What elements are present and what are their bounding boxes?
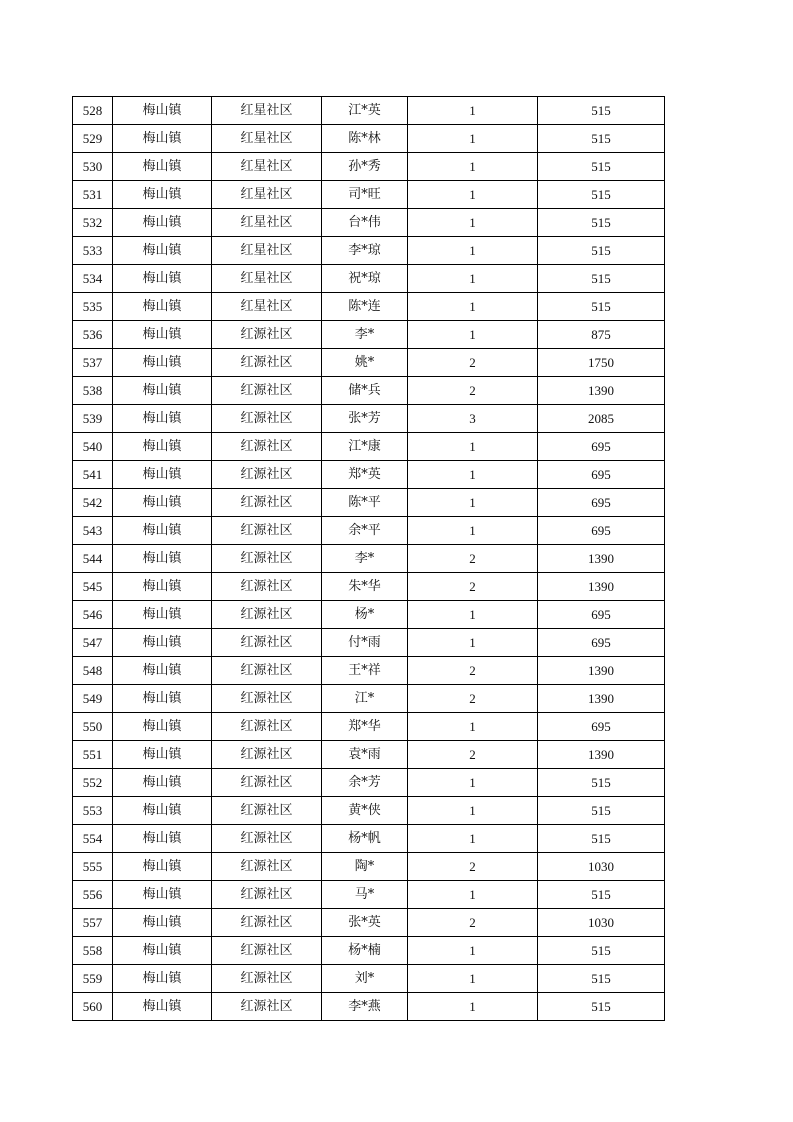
town-cell: 梅山镇 [113,881,212,909]
count-cell: 1 [408,769,538,797]
amount-cell: 515 [538,937,665,965]
town-cell: 梅山镇 [113,433,212,461]
community-cell: 红源社区 [212,909,322,937]
table-row [73,993,665,1021]
town-cell: 梅山镇 [113,349,212,377]
amount-cell: 515 [538,797,665,825]
amount-cell: 515 [538,881,665,909]
town-cell: 梅山镇 [113,293,212,321]
town-cell: 梅山镇 [113,209,212,237]
amount-cell: 515 [538,965,665,993]
table-row [73,881,665,909]
row-index-cell: 536 [73,321,113,349]
table-row [73,769,665,797]
community-cell: 红星社区 [212,265,322,293]
community-cell: 红星社区 [212,181,322,209]
community-cell: 红星社区 [212,209,322,237]
town-cell: 梅山镇 [113,713,212,741]
count-cell: 2 [408,909,538,937]
table-row [73,377,665,405]
amount-cell: 1390 [538,657,665,685]
town-cell: 梅山镇 [113,937,212,965]
town-cell: 梅山镇 [113,741,212,769]
community-cell: 红源社区 [212,881,322,909]
row-index-cell: 551 [73,741,113,769]
amount-cell: 515 [538,265,665,293]
row-index-cell: 555 [73,853,113,881]
table-row [73,181,665,209]
town-cell: 梅山镇 [113,853,212,881]
amount-cell: 1390 [538,685,665,713]
table-row [73,573,665,601]
table-row [73,97,665,125]
town-cell: 梅山镇 [113,321,212,349]
town-cell: 梅山镇 [113,153,212,181]
row-index-cell: 534 [73,265,113,293]
count-cell: 2 [408,741,538,769]
name-cell: 司*旺 [322,181,408,209]
count-cell: 1 [408,153,538,181]
town-cell: 梅山镇 [113,97,212,125]
name-cell: 袁*雨 [322,741,408,769]
row-index-cell: 558 [73,937,113,965]
row-index-cell: 559 [73,965,113,993]
town-cell: 梅山镇 [113,489,212,517]
community-cell: 红源社区 [212,489,322,517]
count-cell: 1 [408,237,538,265]
town-cell: 梅山镇 [113,377,212,405]
town-cell: 梅山镇 [113,825,212,853]
table-row [73,629,665,657]
community-cell: 红源社区 [212,825,322,853]
community-cell: 红源社区 [212,405,322,433]
name-cell: 江* [322,685,408,713]
row-index-cell: 549 [73,685,113,713]
community-cell: 红源社区 [212,349,322,377]
community-cell: 红源社区 [212,713,322,741]
row-index-cell: 533 [73,237,113,265]
count-cell: 2 [408,685,538,713]
name-cell: 郑*华 [322,713,408,741]
town-cell: 梅山镇 [113,181,212,209]
community-cell: 红源社区 [212,937,322,965]
table-row [73,825,665,853]
data-table [72,96,665,1021]
town-cell: 梅山镇 [113,405,212,433]
row-index-cell: 535 [73,293,113,321]
count-cell: 1 [408,993,538,1021]
row-index-cell: 550 [73,713,113,741]
table-row [73,741,665,769]
count-cell: 1 [408,433,538,461]
amount-cell: 515 [538,181,665,209]
row-index-cell: 545 [73,573,113,601]
amount-cell: 515 [538,209,665,237]
name-cell: 刘* [322,965,408,993]
table-row [73,489,665,517]
amount-cell: 2085 [538,405,665,433]
table-row [73,853,665,881]
table-row [73,237,665,265]
count-cell: 1 [408,517,538,545]
table-body [73,97,665,1021]
amount-cell: 1750 [538,349,665,377]
table-row [73,909,665,937]
table-row [73,461,665,489]
count-cell: 2 [408,853,538,881]
name-cell: 李*燕 [322,993,408,1021]
community-cell: 红源社区 [212,545,322,573]
amount-cell: 695 [538,461,665,489]
name-cell: 李* [322,321,408,349]
amount-cell: 695 [538,601,665,629]
row-index-cell: 552 [73,769,113,797]
count-cell: 1 [408,125,538,153]
amount-cell: 695 [538,433,665,461]
name-cell: 陈*连 [322,293,408,321]
town-cell: 梅山镇 [113,601,212,629]
name-cell: 孙*秀 [322,153,408,181]
row-index-cell: 546 [73,601,113,629]
name-cell: 江*英 [322,97,408,125]
community-cell: 红星社区 [212,153,322,181]
name-cell: 杨* [322,601,408,629]
amount-cell: 515 [538,293,665,321]
name-cell: 黄*侠 [322,797,408,825]
table-row [73,293,665,321]
name-cell: 台*伟 [322,209,408,237]
community-cell: 红源社区 [212,769,322,797]
count-cell: 1 [408,965,538,993]
table-row [73,517,665,545]
community-cell: 红源社区 [212,517,322,545]
community-cell: 红源社区 [212,321,322,349]
count-cell: 1 [408,881,538,909]
amount-cell: 695 [538,517,665,545]
name-cell: 陶* [322,853,408,881]
row-index-cell: 557 [73,909,113,937]
town-cell: 梅山镇 [113,909,212,937]
amount-cell: 515 [538,153,665,181]
amount-cell: 515 [538,237,665,265]
row-index-cell: 544 [73,545,113,573]
amount-cell: 1390 [538,545,665,573]
community-cell: 红源社区 [212,573,322,601]
table-row [73,265,665,293]
row-index-cell: 529 [73,125,113,153]
name-cell: 杨*楠 [322,937,408,965]
table-row [73,405,665,433]
count-cell: 2 [408,545,538,573]
name-cell: 杨*帆 [322,825,408,853]
name-cell: 张*芳 [322,405,408,433]
row-index-cell: 530 [73,153,113,181]
town-cell: 梅山镇 [113,797,212,825]
count-cell: 1 [408,321,538,349]
community-cell: 红星社区 [212,237,322,265]
count-cell: 1 [408,265,538,293]
amount-cell: 1030 [538,853,665,881]
amount-cell: 1390 [538,741,665,769]
table-row [73,937,665,965]
table-row [73,349,665,377]
community-cell: 红源社区 [212,965,322,993]
table-row [73,657,665,685]
amount-cell: 515 [538,769,665,797]
table-row [73,209,665,237]
community-cell: 红源社区 [212,601,322,629]
town-cell: 梅山镇 [113,237,212,265]
table-row [73,965,665,993]
name-cell: 李* [322,545,408,573]
table-row [73,685,665,713]
name-cell: 姚* [322,349,408,377]
row-index-cell: 532 [73,209,113,237]
community-cell: 红星社区 [212,97,322,125]
community-cell: 红源社区 [212,629,322,657]
community-cell: 红源社区 [212,685,322,713]
count-cell: 1 [408,629,538,657]
table-row [73,153,665,181]
community-cell: 红星社区 [212,125,322,153]
count-cell: 2 [408,377,538,405]
table-row [73,125,665,153]
town-cell: 梅山镇 [113,461,212,489]
row-index-cell: 542 [73,489,113,517]
row-index-cell: 528 [73,97,113,125]
count-cell: 2 [408,657,538,685]
town-cell: 梅山镇 [113,573,212,601]
count-cell: 1 [408,797,538,825]
town-cell: 梅山镇 [113,517,212,545]
community-cell: 红源社区 [212,657,322,685]
name-cell: 余*芳 [322,769,408,797]
amount-cell: 875 [538,321,665,349]
row-index-cell: 547 [73,629,113,657]
name-cell: 储*兵 [322,377,408,405]
count-cell: 2 [408,573,538,601]
count-cell: 1 [408,97,538,125]
count-cell: 1 [408,209,538,237]
row-index-cell: 539 [73,405,113,433]
table-row [73,601,665,629]
community-cell: 红源社区 [212,993,322,1021]
amount-cell: 515 [538,825,665,853]
name-cell: 陈*林 [322,125,408,153]
row-index-cell: 560 [73,993,113,1021]
table-row [73,545,665,573]
amount-cell: 1390 [538,377,665,405]
table-row [73,797,665,825]
name-cell: 付*雨 [322,629,408,657]
town-cell: 梅山镇 [113,545,212,573]
name-cell: 江*康 [322,433,408,461]
row-index-cell: 543 [73,517,113,545]
community-cell: 红源社区 [212,461,322,489]
name-cell: 余*平 [322,517,408,545]
community-cell: 红源社区 [212,741,322,769]
community-cell: 红源社区 [212,433,322,461]
row-index-cell: 548 [73,657,113,685]
community-cell: 红源社区 [212,377,322,405]
count-cell: 3 [408,405,538,433]
amount-cell: 1390 [538,573,665,601]
amount-cell: 515 [538,993,665,1021]
amount-cell: 695 [538,489,665,517]
town-cell: 梅山镇 [113,125,212,153]
count-cell: 1 [408,601,538,629]
community-cell: 红源社区 [212,853,322,881]
name-cell: 陈*平 [322,489,408,517]
amount-cell: 515 [538,97,665,125]
amount-cell: 515 [538,125,665,153]
town-cell: 梅山镇 [113,629,212,657]
name-cell: 朱*华 [322,573,408,601]
name-cell: 祝*琼 [322,265,408,293]
row-index-cell: 540 [73,433,113,461]
table-row [73,321,665,349]
name-cell: 郑*英 [322,461,408,489]
row-index-cell: 554 [73,825,113,853]
row-index-cell: 531 [73,181,113,209]
amount-cell: 695 [538,629,665,657]
town-cell: 梅山镇 [113,265,212,293]
row-index-cell: 553 [73,797,113,825]
count-cell: 1 [408,937,538,965]
name-cell: 马* [322,881,408,909]
town-cell: 梅山镇 [113,657,212,685]
name-cell: 王*祥 [322,657,408,685]
count-cell: 1 [408,825,538,853]
count-cell: 2 [408,349,538,377]
community-cell: 红星社区 [212,293,322,321]
town-cell: 梅山镇 [113,769,212,797]
town-cell: 梅山镇 [113,685,212,713]
row-index-cell: 541 [73,461,113,489]
row-index-cell: 556 [73,881,113,909]
table-row [73,713,665,741]
table-row [73,433,665,461]
count-cell: 1 [408,181,538,209]
name-cell: 李*琼 [322,237,408,265]
community-cell: 红源社区 [212,797,322,825]
count-cell: 1 [408,713,538,741]
count-cell: 1 [408,489,538,517]
count-cell: 1 [408,461,538,489]
row-index-cell: 538 [73,377,113,405]
town-cell: 梅山镇 [113,965,212,993]
amount-cell: 695 [538,713,665,741]
amount-cell: 1030 [538,909,665,937]
row-index-cell: 537 [73,349,113,377]
count-cell: 1 [408,293,538,321]
town-cell: 梅山镇 [113,993,212,1021]
name-cell: 张*英 [322,909,408,937]
